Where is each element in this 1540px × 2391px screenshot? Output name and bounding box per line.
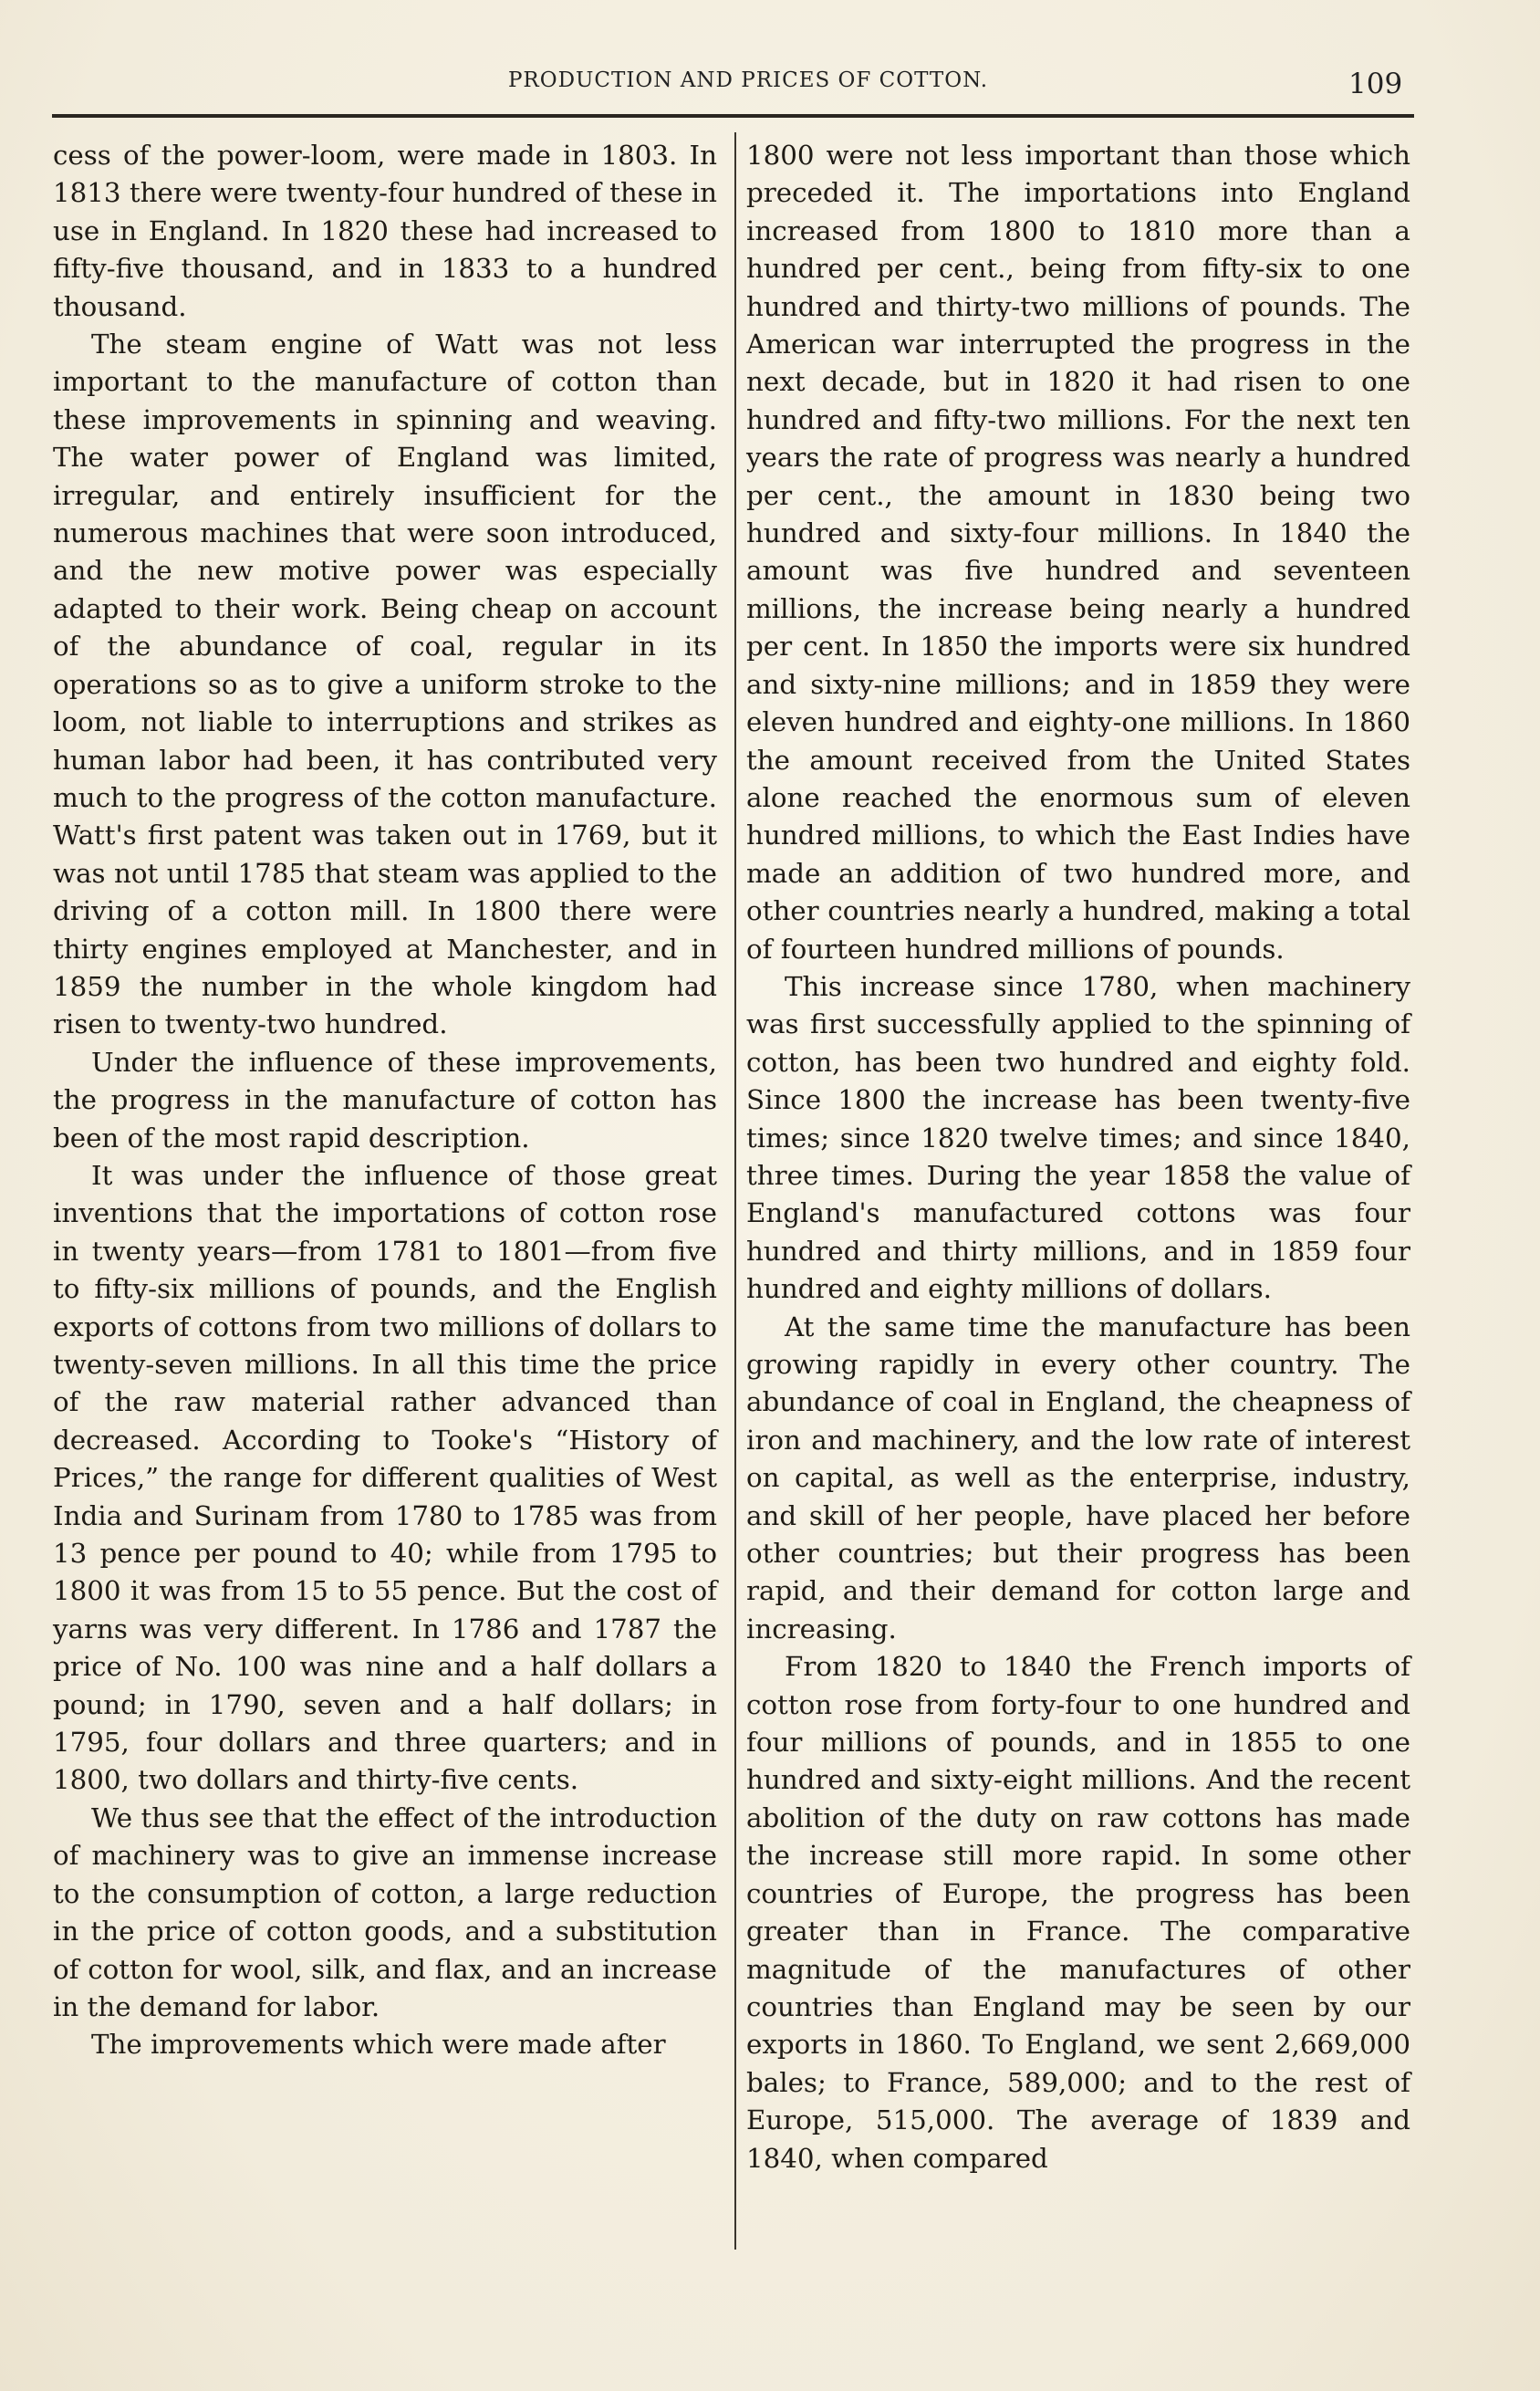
paragraph: 1800 were not less important than those which preceded it. The importations into England increased from 1800 to 1810 more than a hundred per cent., being from fifty-six to one hundred and thirty-two millions of pounds. The American war interrupted the progress in the next decade, but in 1820 it had risen to one hundred and fifty-two millions. For the next ten years the rate of progress was nearly a hundred per cent., the amount in 1830 being two hundred and sixty-four millions. In 1840 the amount was five hundred and seventeen millions, the increase being nearly a hundred per cent. In 1850 the imports were six hundred and sixty-nine millions; and in 1859 they were eleven hundred and eighty-one millions. In 1860 the amount received from the United States alone reached the enormous sum of eleven hundred millions, to which the East Indies have made an addition of two hundred more, and other countries nearly a hundred, making a total of fourteen hundred millions of pounds. bbox=[746, 140, 1410, 965]
column-divider bbox=[734, 132, 736, 2250]
paragraph: The improvements which were made after bbox=[91, 2029, 666, 2061]
paragraph: It was under the influence of those great inventions that the importations of cotton rose in twenty years—from 1781 to 1801—from five to fifty-six millions of pounds, and the English exports of cottons from two millions of dollars to twenty-seven millions. In all this time the price of the raw material rather advanced than decreased. According to Tooke's “History of Prices,” the range for different qualities of West India and Surinam from 1780 to 1785 was from 13 pence per pound to 40; while from 1795 to 1800 it was from 15 to 55 pence. But the cost of yarns was very different. In 1786 and 1787 the price of No. 100 was nine and a half dollars a pound; in 1790, seven and a half dollars; in 1795, four dollars and three quarters; and in 1800, two dollars and thirty-five cents. bbox=[53, 1159, 717, 1796]
paragraph: From 1820 to 1840 the French imports of cotton rose from forty-four to one hundred and four millions of pounds, and in 1855 to one hundred and sixty-eight millions. And the recent abolition of the duty on raw cottons has made the increase still more rapid. In some other countries of Europe, the progress has been greater than in France. The comparative magnitude of the manufactures of other countries than England may be seen by our exports in 1860. To England, we sent 2,669,000 bales; to France, 589,000; and to the rest of Europe, 515,000. The average of 1839 and 1840, when compared bbox=[746, 1651, 1410, 2174]
paragraph: This increase since 1780, when machinery was first successfully applied to the spinning of cotton, has been two hundred and eighty fold. Since 1800 the increase has been twenty-five times; since 1820 twelve times; and since 1840, three times. During the year 1858 the value of England's manufactured cottons was four hundred and thirty millions, and in 1859 four hundred and eighty millions of dollars. bbox=[746, 970, 1410, 1305]
paragraph: cess of the power-loom, were made in 1803. In 1813 there were twenty-four hundred of these in use in England. In 1820 these had increased to fifty-five thousand, and in 1833 to a hundred thousand. bbox=[53, 140, 717, 322]
running-title: PRODUCTION AND PRICES OF COTTON. bbox=[507, 68, 989, 92]
paragraph: The steam engine of Watt was not less important to the manufacture of cotton than these improvements in spinning and weaving. The water power of England was limited, irregular, and entirely insufficient for the numerous machines that were soon introduced, and the new motive power was especially adapted to their work. Being cheap on account of the abundance of coal, regular in its operations so as to give a uniform stroke to the loom, not liable to interruptions and strikes as human labor had been, it has contributed very much to the progress of the cotton manufacture. Watt's first patent was taken out in 1769, but it was not until 1785 that steam was applied to the driving of a cotton mill. In 1800 there were thirty engines employed at Manchester, and in 1859 the number in the whole kingdom had risen to twenty-two hundred. bbox=[53, 329, 717, 1040]
page-number: 109 bbox=[1348, 68, 1403, 100]
left-column bbox=[53, 137, 717, 2064]
header-rule bbox=[52, 114, 1414, 118]
paragraph: We thus see that the effect of the introduction of machinery was to give an immense increase to the consumption of cotton, a large reduction in the price of cotton goods, and a substitution of cotton for wool, silk, and flax, and an increase in the demand for labor. bbox=[53, 1801, 717, 2022]
paragraph: At the same time the manufacture has been growing rapidly in every other country. The abundance of coal in England, the cheapness of iron and machinery, and the low rate of interest on capital, as well as the enterprise, industry, and skill of her people, have placed her before other countries; but their progress has been rapid, and their demand for cotton large and increasing. bbox=[746, 1310, 1410, 1644]
right-column bbox=[746, 137, 1410, 2177]
paragraph: Under the influence of these improvements, the progress in the manufacture of cotton has been of the most rapid description. bbox=[53, 1046, 717, 1154]
